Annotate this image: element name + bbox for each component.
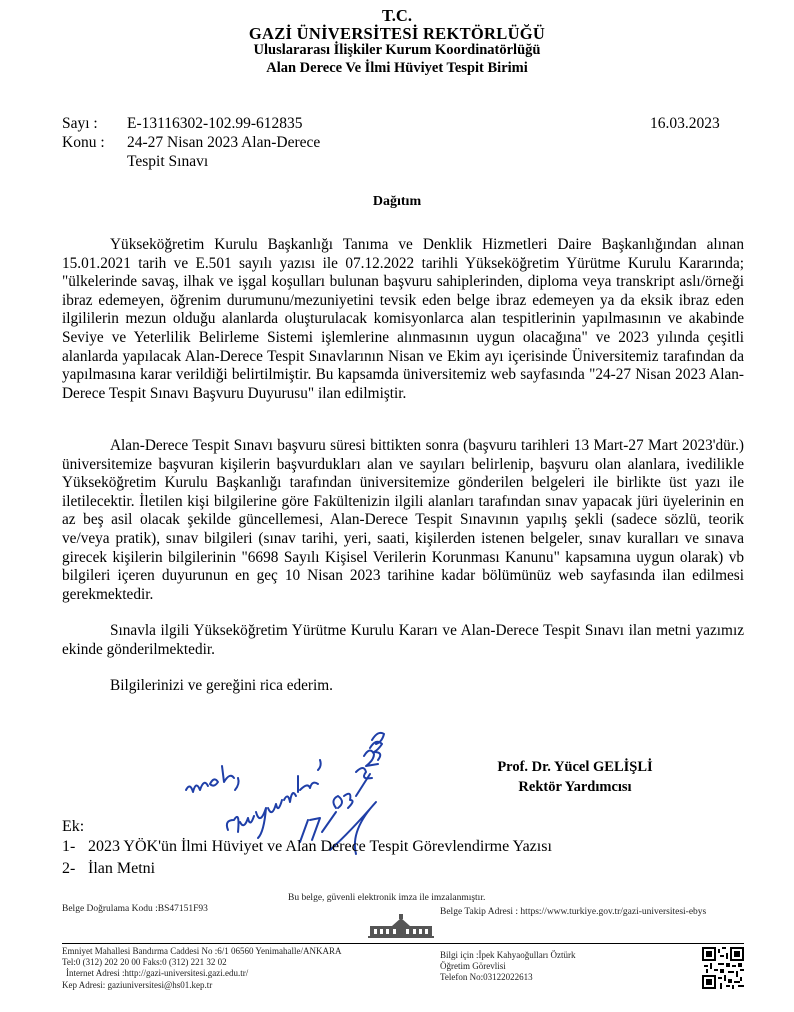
document-date: 16.03.2023 bbox=[650, 115, 720, 132]
konu-value-line1: 24-27 Nisan 2023 Alan-Derece bbox=[127, 134, 321, 151]
footer-info-phone: Telefon No:03122022613 bbox=[440, 972, 533, 982]
body-paragraph-4: Bilgilerinizi ve gereğini rica ederim. bbox=[110, 677, 333, 694]
verification-code: Belge Doğrulama Kodu :BS47151F93 bbox=[62, 904, 208, 914]
building-logo bbox=[366, 914, 436, 940]
footer-phone-fax: Tel:0 (312) 202 20 00 Faks:0 (312) 221 32 02 bbox=[62, 957, 227, 967]
konu-label: Konu : bbox=[62, 134, 105, 151]
body-paragraph-3: Sınavla ilgili Yükseköğretim Yürütme Kurulu Kararı ve Alan-Derece Tespit Sınavı ilan metni yazımız ekinde gönderilmektedir. bbox=[62, 622, 744, 658]
footer-info-title: Öğretim Görevlisi bbox=[440, 961, 506, 971]
header-university: GAZİ ÜNİVERSİTESİ REKTÖRLÜĞÜ bbox=[248, 24, 546, 43]
header-tc: T.C. bbox=[382, 6, 412, 25]
body-paragraph-1: Yükseköğretim Kurulu Başkanlığı Tanıma ve Denklik Hizmetleri Daire Başkanlığından alınan 15.01.2021 tarih ve E.501 sayılı yazısı ile 07.12.2022 tarihli Yükseköğretim Yürütme Kurulu Kararında; "ülkelerinde savaş, ilhak ve işgal koşulları bulunan başvuru sahiplerinden, diploma veya transkript aslı/örneği ibraz edemeyen, öğrenim durumunu/mezuniyetini tevsik eden belge ibraz edemeyen ya da eksik ibraz eden ilgililerin mezun olduğu alanlarda oluşturulacak komisyonlarca alan tespitlerinin yapılmasının ve akabinde Seviye ve Yeterlilik Belirleme Sistemi işlemlerine alınmasının uygun olacağına" ve 2023 yılında çeşitli alanlarda yapılacak Alan-Derece Tespit Sınavlarının Nisan ve Ekim ayı içerisinde Üniversitemiz tarafından da yapılmasına karar verildiği belirtilmiştir. Bu kapsamda üniversitemiz web sayfasında "24-27 Nisan 2023 Alan-Derece Tespit Sınavı Başvuru Duyurusu" ilan edilmiştir. bbox=[62, 236, 744, 402]
distribution-title: Dağıtım bbox=[372, 194, 422, 209]
attachment-item-1-num: 1- bbox=[62, 838, 76, 855]
footer-address: Emniyet Mahallesi Bandırma Caddesi No :6/1 06560 Yenimahalle/ANKARA bbox=[62, 946, 342, 956]
footer-kep: Kep Adresi: gaziuniversitesi@hs01.kep.tr bbox=[62, 980, 213, 990]
body-paragraph-2: Alan-Derece Tespit Sınavı başvuru süresi bittikten sonra (başvuru tarihleri 13 Mart-27 Mart 2023'dür.) üniversitemize başvuran kişilerin başvurdukları alan ve sayıları belirlenip, başvuru olan alanlara, ivedilikle Yükseköğretim Kurulu Başkanlığı tarafından üniversitemize gönderilen belgeleri ile birlikte üst yazı ile iletilecektir. İletilen kişi bilgilerine göre Fakültenizin ilgili alanları tarafından sınav yapacak jüri üyelerinin en az beş asil olacak şekilde güncellemesi, Alan-Derece Tespit Sınavının yapılış şekli (sadece sözlü, teorik ve/veya pratik), sınav bilgileri (sınav tarihi, yeri, saati, kişilerden istenen belgeler, sınav kuralları ve sınava girecek kişilerin bilgilerinin "6698 Sayılı Kişisel Verilerin Korunması Kanunu" kapsamına uygun olarak) vb bilgileri içeren duyurunun en geç 10 Nisan 2023 tarihine kadar bölümünüz web sayfasında ilan edilmesi gerekmektedir. bbox=[62, 437, 744, 603]
footer-internet[interactable]: İnternet Adresi :http://gazi-universitesi.gazi.edu.tr/ bbox=[66, 968, 249, 978]
header-office: Uluslararası İlişkiler Kurum Koordinatörlüğü bbox=[253, 42, 541, 58]
konu-value-line2: Tespit Sınavı bbox=[127, 153, 209, 170]
qr-code bbox=[702, 947, 744, 989]
esign-note: Bu belge, güvenli elektronik imza ile imzalanmıştır. bbox=[288, 893, 486, 903]
footer-divider bbox=[62, 943, 744, 944]
footer-info-name: Bilgi için :İpek Kahyaoğulları Öztürk bbox=[440, 950, 576, 960]
attachment-item-2-num: 2- bbox=[62, 860, 76, 877]
signatory-title: Rektör Yardımcısı bbox=[518, 779, 632, 795]
handwritten-annotation bbox=[180, 712, 390, 857]
attachments-label: Ek: bbox=[62, 818, 85, 835]
signatory-name: Prof. Dr. Yücel GELİŞLİ bbox=[497, 759, 653, 775]
attachment-item-2: İlan Metni bbox=[88, 860, 156, 877]
tracking-address[interactable]: Belge Takip Adresi : https://www.turkiye.gov.tr/gazi-universitesi-ebys bbox=[440, 907, 707, 917]
sayi-label: Sayı : bbox=[62, 115, 98, 132]
sayi-value: E-13116302-102.99-612835 bbox=[127, 115, 303, 132]
header-unit: Alan Derece Ve İlmi Hüviyet Tespit Birimi bbox=[266, 60, 528, 76]
attachment-item-1: 2023 YÖK'ün İlmi Hüviyet ve Alan Derece Tespit Görevlendirme Yazısı bbox=[88, 838, 552, 855]
